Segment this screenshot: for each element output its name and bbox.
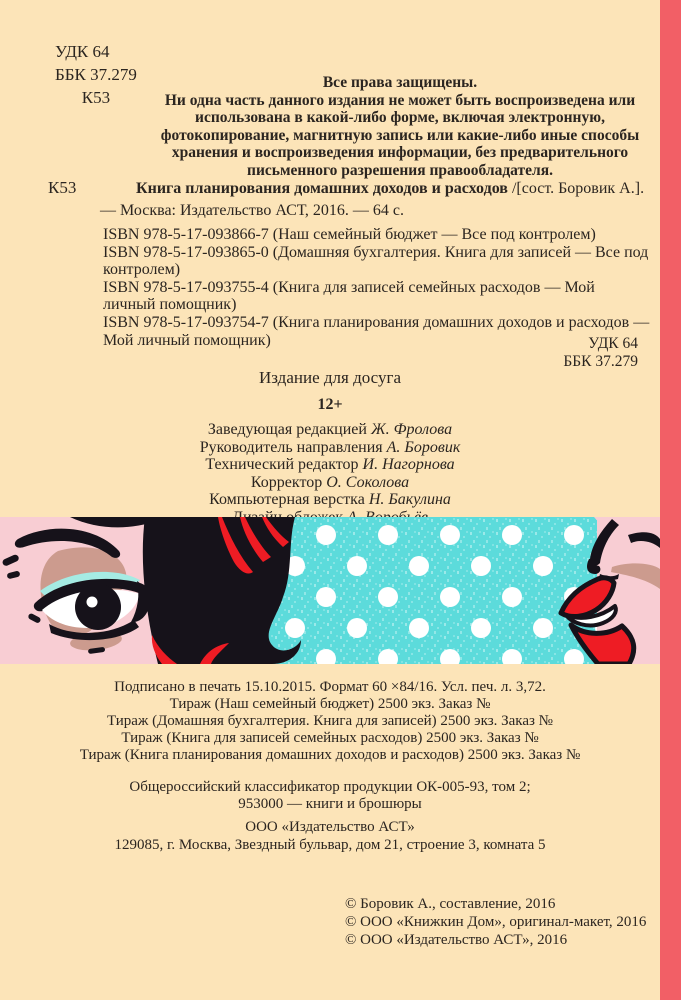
pop-art-face-strip — [0, 517, 660, 664]
credit-line — [0, 491, 660, 509]
credit-role: Руководитель направления — [199, 438, 383, 456]
polka-dot-background — [262, 517, 597, 664]
top-classification-codes — [55, 40, 137, 109]
age-rating: 12+ — [317, 396, 343, 413]
copyright-line: © Боровик А., составление, 2016 — [345, 896, 556, 912]
catalog-entry-sign: К53 — [48, 178, 77, 197]
credit-name: Ж. Фролова — [370, 421, 453, 438]
isbn-item: ISBN 978-5-17-093754-7 (Книга планирования домашних доходов и расходов — Мой личный помощник) — [103, 313, 650, 349]
rights-notice — [150, 74, 650, 179]
credit-name: Н. Бакулина — [368, 491, 451, 508]
catalog-entry — [100, 178, 648, 221]
isbn-item: ISBN 978-5-17-093755-4 (Книга для записей семейных расходов — Мой личный помощник) — [103, 278, 595, 314]
pop-art-illustration — [0, 517, 660, 664]
right-accent-bar — [660, 0, 681, 1000]
credit-line — [0, 456, 660, 474]
product-classifier — [0, 779, 660, 813]
credit-name: И. Нагорнова — [362, 456, 455, 473]
credit-name: О. Соколова — [326, 473, 410, 491]
bbk-code: ББК 37.279 — [55, 65, 137, 84]
credit-role: Компьютерная верстка — [209, 491, 365, 508]
credit-line — [0, 421, 660, 439]
print-run-info — [0, 679, 660, 764]
credit-role: Корректор — [250, 473, 323, 491]
credit-line — [0, 474, 660, 492]
print-info-line: Тираж (Домашняя бухгалтерия. Книга для записей) 2500 экз. Заказ № — [106, 713, 553, 729]
classifier-line: Общероссийский классификатор продукции ОК-005-93, том 2; — [129, 779, 531, 795]
staff-credits — [0, 421, 660, 526]
credit-line — [0, 439, 660, 457]
credit-role: Заведующая редакцией — [207, 421, 367, 438]
bottom-classification-codes — [563, 335, 638, 370]
print-info-line: Тираж (Наш семейный бюджет) 2500 экз. Заказ № — [169, 696, 491, 712]
print-info-line: Подписано в печать 15.10.2015. Формат 60 ×84/16. Усл. печ. л. 3,72. — [114, 679, 546, 695]
classifier-line: 953000 — книги и брошюры — [238, 796, 422, 812]
isbn-item: ISBN 978-5-17-093865-0 (Домашняя бухгалтерия. Книга для записей — Все под контролем) — [103, 243, 649, 279]
isbn-list — [103, 226, 651, 349]
rights-title: Все права защищены. — [322, 74, 478, 91]
udk-code-bottom: УДК 64 — [588, 335, 638, 352]
rights-body: Ни одна часть данного издания не может быть воспроизведена или использована в какой-либо форме, включая электронную, фотокопирование, магнитную запись или какие-либо иные способы хранения и воспроизведения информации, без предварительного письменного разрешения правообладателя. — [160, 91, 640, 179]
credit-name: А. Боровик — [386, 438, 461, 456]
isbn-item: ISBN 978-5-17-093866-7 (Наш семейный бюджет — Все под контролем) — [103, 226, 596, 243]
credit-role: Технический редактор — [205, 456, 359, 473]
edition-type: Издание для досуга — [259, 368, 401, 387]
catalog-entry-title: Книга планирования домашних доходов и расходов — [136, 180, 508, 197]
copyright-line: © ООО «Издательство АСТ», 2016 — [345, 932, 568, 948]
author-sign: К53 — [81, 88, 111, 107]
bbk-code-bottom: ББК 37.279 — [563, 352, 638, 370]
publisher-info — [0, 819, 660, 854]
copyright-line: © ООО «Книжкин Дом», оригинал-макет, 2016 — [345, 914, 647, 930]
publisher-address: 129085, г. Москва, Звездный бульвар, дом 21, строение 3, комната 5 — [114, 836, 546, 853]
print-info-line: Тираж (Книга для записей семейных расходов) 2500 экз. Заказ № — [121, 730, 539, 746]
udk-code: УДК 64 — [55, 42, 110, 61]
catalog-entry-rest: /[сост. Боровик А.]. — Москва: Издательство АСТ, 2016. — 64 с. — [100, 180, 645, 219]
publisher-name: ООО «Издательство АСТ» — [245, 819, 415, 835]
copyright-block — [345, 895, 646, 949]
print-info-line: Тираж (Книга планирования домашних доходов и расходов) 2500 экз. Заказ № — [79, 747, 581, 763]
